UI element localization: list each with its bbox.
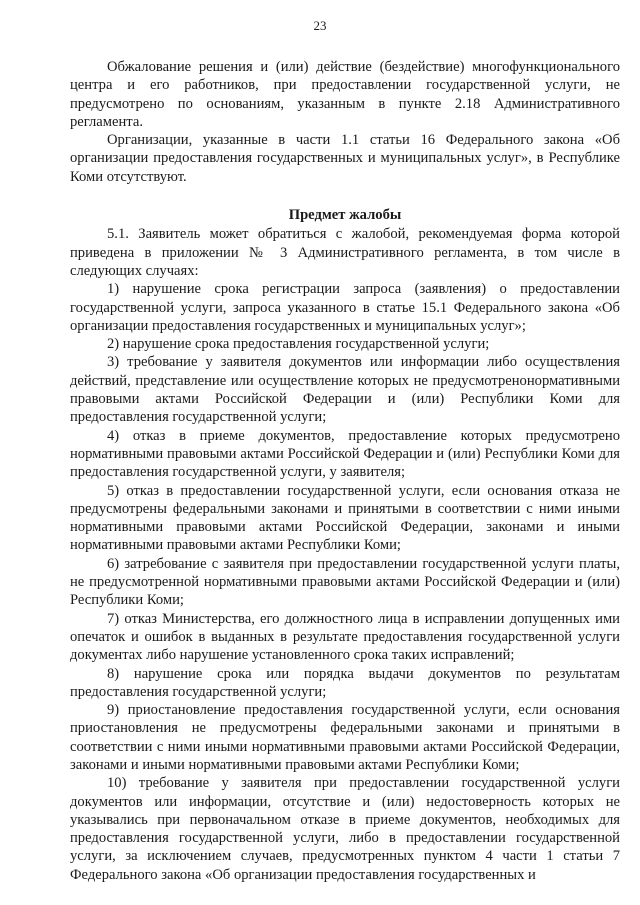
list-item-1: 1) нарушение срока регистрации запроса (заявления) о предоставлении государственной услуги, запроса указанного в статье 15.1 Федерального закона «Об организации предоставления государственных и муниципальных услуг»; xyxy=(70,281,620,334)
list-item-2: 2) нарушение срока предоставления государственной услуги; xyxy=(107,336,490,353)
paragraph-5-1: 5.1. Заявитель может обратиться с жалобой, рекомендуемая форма которой приведена в приложении № 3 Административного регламента, в том числе в следующих случаях: xyxy=(70,226,620,279)
list-item-7: 7) отказ Министерства, его должностного лица в исправлении допущенных ими опечаток и ошибок в выданных в результате предоставления государственной услуги документах либо нарушение установленного срока таких исправлений; xyxy=(70,610,620,664)
list-item-10: 10) требование у заявителя при предоставлении государственной услуги документов или информации, отсутствие и (или) недостоверность которых не указывались при первоначальном отказе в приеме документов, необходимых для предоставления государственной услуги, либо в предоставлении государственной услуги, за исключением случаев, предусмотренных пунктом 4 части 1 статьи 7 Федерального закона «Об организации предоставления государственных и xyxy=(70,775,620,883)
list-item-3: 3) требование у заявителя документов или информации либо осуществления действий, представление или осуществление которых не предусмотренонормативными правовыми актами Российской Федерации и (или) Республики Коми для предоставления государственной услуги; xyxy=(70,354,620,426)
intro-paragraph-1: Обжалование решения и (или) действие (бездействие) многофункционального центра и его работников, при предоставлении государственной услуги, не предусмотрено по основаниям, указанным в пункте 2.18 Административного регламента. xyxy=(70,59,620,130)
intro-paragraph-2: Организации, указанные в части 1.1 статьи 16 Федерального закона «Об организации предоставления государственных и муниципальных услуг», в Республике Коми отсутствуют. xyxy=(70,132,620,185)
list-item-8: 8) нарушение срока или порядка выдачи документов по результатам предоставления государственной услуги; xyxy=(70,665,620,700)
list-item-4: 4) отказ в приеме документов, предоставление которых предусмотрено нормативными правовыми актами Российской Федерации и (или) Республики Коми для предоставления государственной услуги, у заявителя; xyxy=(70,427,620,481)
document-body xyxy=(70,58,620,884)
page-number: 23 xyxy=(313,18,327,33)
list-item-6: 6) затребование с заявителя при предоставлении государственной услуги платы, не предусмотренной нормативными правовыми актами Российской Федерации и (или) Республики Коми; xyxy=(70,555,620,609)
list-item-9: 9) приостановление предоставления государственной услуги, если основания приостановления не предусмотрены федеральными законами и принятыми в соответствии с ними иными нормативными правовыми актами Российской Федерации, законами и иными нормативными правовыми актами Республики Коми; xyxy=(70,702,620,773)
section-heading: Предмет жалобы xyxy=(288,207,402,224)
list-item-5: 5) отказ в предоставлении государственной услуги, если основания отказа не предусмотрены федеральными законами и принятыми в соответствии с ними иными нормативными правовыми актами Российской Федерации, законами и иными нормативными правовыми актами Республики Коми; xyxy=(70,482,620,554)
